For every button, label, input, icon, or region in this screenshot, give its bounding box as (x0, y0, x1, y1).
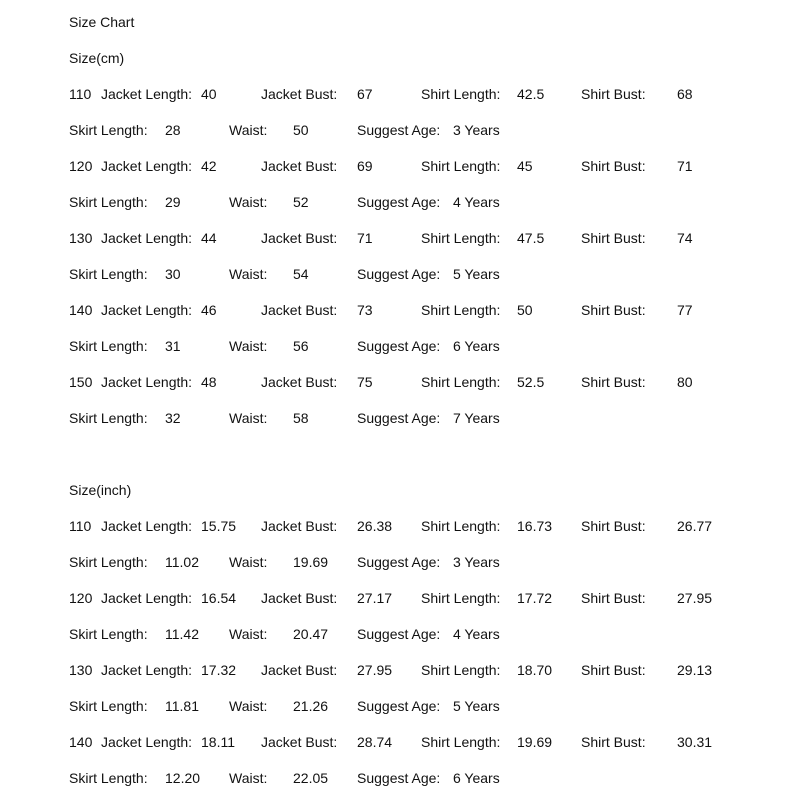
jacket-length-value: 42 (201, 158, 217, 174)
jacket-length-label: Jacket Length: (101, 86, 193, 102)
shirt-length-value: 19.69 (517, 734, 553, 750)
jacket-length-value: 40 (201, 86, 217, 102)
skirt-length-label: Skirt Length: (69, 266, 148, 282)
skirt-length-label: Skirt Length: (69, 410, 148, 426)
jacket-length-label: Jacket Length: (101, 662, 193, 678)
shirt-length-label: Shirt Length: (421, 86, 501, 102)
suggest-age-label: Suggest Age: (357, 266, 441, 282)
waist-label: Waist: (229, 554, 268, 570)
waist-label: Waist: (229, 194, 268, 210)
suggest-age-value: 7 Years (453, 410, 500, 426)
size-value: 120 (69, 158, 93, 174)
shirt-length-value: 42.5 (517, 86, 545, 102)
shirt-length-value: 45 (517, 158, 533, 174)
jacket-length-value: 16.54 (201, 590, 237, 606)
waist-label: Waist: (229, 698, 268, 714)
jacket-bust-value: 67 (357, 86, 373, 102)
shirt-bust-label: Shirt Bust: (581, 374, 646, 390)
waist-value: 19.69 (293, 554, 329, 570)
jacket-length-value: 17.32 (201, 662, 237, 678)
shirt-bust-label: Shirt Bust: (581, 590, 646, 606)
size-value: 130 (69, 662, 93, 678)
shirt-bust-label: Shirt Bust: (581, 158, 646, 174)
skirt-length-label: Skirt Length: (69, 626, 148, 642)
suggest-age-value: 6 Years (453, 770, 500, 786)
suggest-age-label: Suggest Age: (357, 770, 441, 786)
shirt-length-label: Shirt Length: (421, 158, 501, 174)
shirt-bust-value: 26.77 (677, 518, 713, 534)
jacket-bust-value: 27.17 (357, 590, 393, 606)
skirt-length-label: Skirt Length: (69, 770, 148, 786)
jacket-length-label: Jacket Length: (101, 230, 193, 246)
suggest-age-value: 5 Years (453, 266, 500, 282)
page-title-text: Size Chart (69, 14, 135, 30)
skirt-length-label: Skirt Length: (69, 338, 148, 354)
shirt-length-value: 18.70 (517, 662, 553, 678)
skirt-length-value: 32 (165, 410, 181, 426)
shirt-bust-value: 68 (677, 86, 693, 102)
jacket-bust-label: Jacket Bust: (261, 302, 338, 318)
shirt-bust-label: Shirt Bust: (581, 518, 646, 534)
shirt-bust-label: Shirt Bust: (581, 734, 646, 750)
shirt-bust-value: 71 (677, 158, 693, 174)
jacket-length-value: 15.75 (201, 518, 237, 534)
suggest-age-value: 6 Years (453, 338, 500, 354)
suggest-age-value: 5 Years (453, 698, 500, 714)
shirt-bust-label: Shirt Bust: (581, 302, 646, 318)
jacket-length-value: 18.11 (201, 734, 235, 750)
section-heading-text: Size(cm) (69, 50, 125, 66)
shirt-bust-value: 29.13 (677, 662, 713, 678)
suggest-age-label: Suggest Age: (357, 698, 441, 714)
size-value: 140 (69, 302, 93, 318)
jacket-bust-label: Jacket Bust: (261, 158, 338, 174)
shirt-length-label: Shirt Length: (421, 518, 501, 534)
waist-label: Waist: (229, 410, 268, 426)
jacket-length-label: Jacket Length: (101, 734, 193, 750)
jacket-bust-label: Jacket Bust: (261, 374, 338, 390)
suggest-age-value: 3 Years (453, 554, 500, 570)
shirt-length-label: Shirt Length: (421, 590, 501, 606)
size-value: 150 (69, 374, 93, 390)
suggest-age-label: Suggest Age: (357, 194, 441, 210)
skirt-length-value: 30 (165, 266, 181, 282)
jacket-length-value: 46 (201, 302, 217, 318)
jacket-bust-value: 69 (357, 158, 373, 174)
skirt-length-value: 11.02 (165, 554, 199, 570)
skirt-length-value: 28 (165, 122, 181, 138)
jacket-bust-value: 26.38 (357, 518, 393, 534)
shirt-length-label: Shirt Length: (421, 374, 501, 390)
shirt-bust-value: 30.31 (677, 734, 713, 750)
skirt-length-label: Skirt Length: (69, 194, 148, 210)
shirt-length-label: Shirt Length: (421, 230, 501, 246)
shirt-bust-value: 27.95 (677, 590, 713, 606)
shirt-bust-value: 74 (677, 230, 693, 246)
shirt-length-value: 16.73 (517, 518, 553, 534)
waist-value: 58 (293, 410, 309, 426)
waist-value: 56 (293, 338, 309, 354)
waist-label: Waist: (229, 626, 268, 642)
waist-label: Waist: (229, 122, 268, 138)
jacket-length-label: Jacket Length: (101, 518, 193, 534)
jacket-length-label: Jacket Length: (101, 590, 193, 606)
jacket-bust-label: Jacket Bust: (261, 518, 338, 534)
shirt-bust-label: Shirt Bust: (581, 86, 646, 102)
shirt-bust-label: Shirt Bust: (581, 662, 646, 678)
shirt-length-label: Shirt Length: (421, 734, 501, 750)
shirt-length-value: 52.5 (517, 374, 545, 390)
suggest-age-value: 3 Years (453, 122, 500, 138)
jacket-bust-value: 71 (357, 230, 373, 246)
jacket-bust-label: Jacket Bust: (261, 230, 338, 246)
shirt-bust-value: 80 (677, 374, 693, 390)
waist-value: 21.26 (293, 698, 329, 714)
jacket-bust-value: 28.74 (357, 734, 393, 750)
suggest-age-label: Suggest Age: (357, 554, 441, 570)
jacket-length-value: 44 (201, 230, 217, 246)
waist-label: Waist: (229, 338, 268, 354)
jacket-length-label: Jacket Length: (101, 374, 193, 390)
section-heading-text: Size(inch) (69, 482, 132, 498)
skirt-length-value: 31 (165, 338, 181, 354)
waist-value: 22.05 (293, 770, 329, 786)
shirt-length-value: 17.72 (517, 590, 553, 606)
skirt-length-value: 11.81 (165, 698, 199, 714)
jacket-bust-value: 27.95 (357, 662, 393, 678)
skirt-length-label: Skirt Length: (69, 698, 148, 714)
shirt-length-value: 47.5 (517, 230, 545, 246)
jacket-bust-value: 73 (357, 302, 373, 318)
jacket-bust-label: Jacket Bust: (261, 734, 338, 750)
waist-value: 54 (293, 266, 309, 282)
shirt-bust-value: 77 (677, 302, 693, 318)
skirt-length-label: Skirt Length: (69, 122, 148, 138)
jacket-bust-label: Jacket Bust: (261, 590, 338, 606)
skirt-length-label: Skirt Length: (69, 554, 148, 570)
size-value: 110 (69, 518, 92, 534)
shirt-length-label: Shirt Length: (421, 302, 501, 318)
jacket-length-label: Jacket Length: (101, 158, 193, 174)
size-value: 140 (69, 734, 93, 750)
size-value: 120 (69, 590, 93, 606)
jacket-bust-label: Jacket Bust: (261, 86, 338, 102)
shirt-length-value: 50 (517, 302, 533, 318)
size-value: 110 (69, 86, 92, 102)
shirt-bust-label: Shirt Bust: (581, 230, 646, 246)
suggest-age-label: Suggest Age: (357, 626, 441, 642)
skirt-length-value: 12.20 (165, 770, 201, 786)
waist-label: Waist: (229, 266, 268, 282)
waist-value: 50 (293, 122, 309, 138)
waist-value: 20.47 (293, 626, 329, 642)
skirt-length-value: 11.42 (165, 626, 199, 642)
waist-label: Waist: (229, 770, 268, 786)
skirt-length-value: 29 (165, 194, 181, 210)
suggest-age-label: Suggest Age: (357, 338, 441, 354)
jacket-bust-value: 75 (357, 374, 373, 390)
suggest-age-label: Suggest Age: (357, 122, 441, 138)
suggest-age-value: 4 Years (453, 194, 500, 210)
waist-value: 52 (293, 194, 309, 210)
jacket-bust-label: Jacket Bust: (261, 662, 338, 678)
jacket-length-value: 48 (201, 374, 217, 390)
jacket-length-label: Jacket Length: (101, 302, 193, 318)
shirt-length-label: Shirt Length: (421, 662, 501, 678)
suggest-age-value: 4 Years (453, 626, 500, 642)
size-value: 130 (69, 230, 93, 246)
suggest-age-label: Suggest Age: (357, 410, 441, 426)
